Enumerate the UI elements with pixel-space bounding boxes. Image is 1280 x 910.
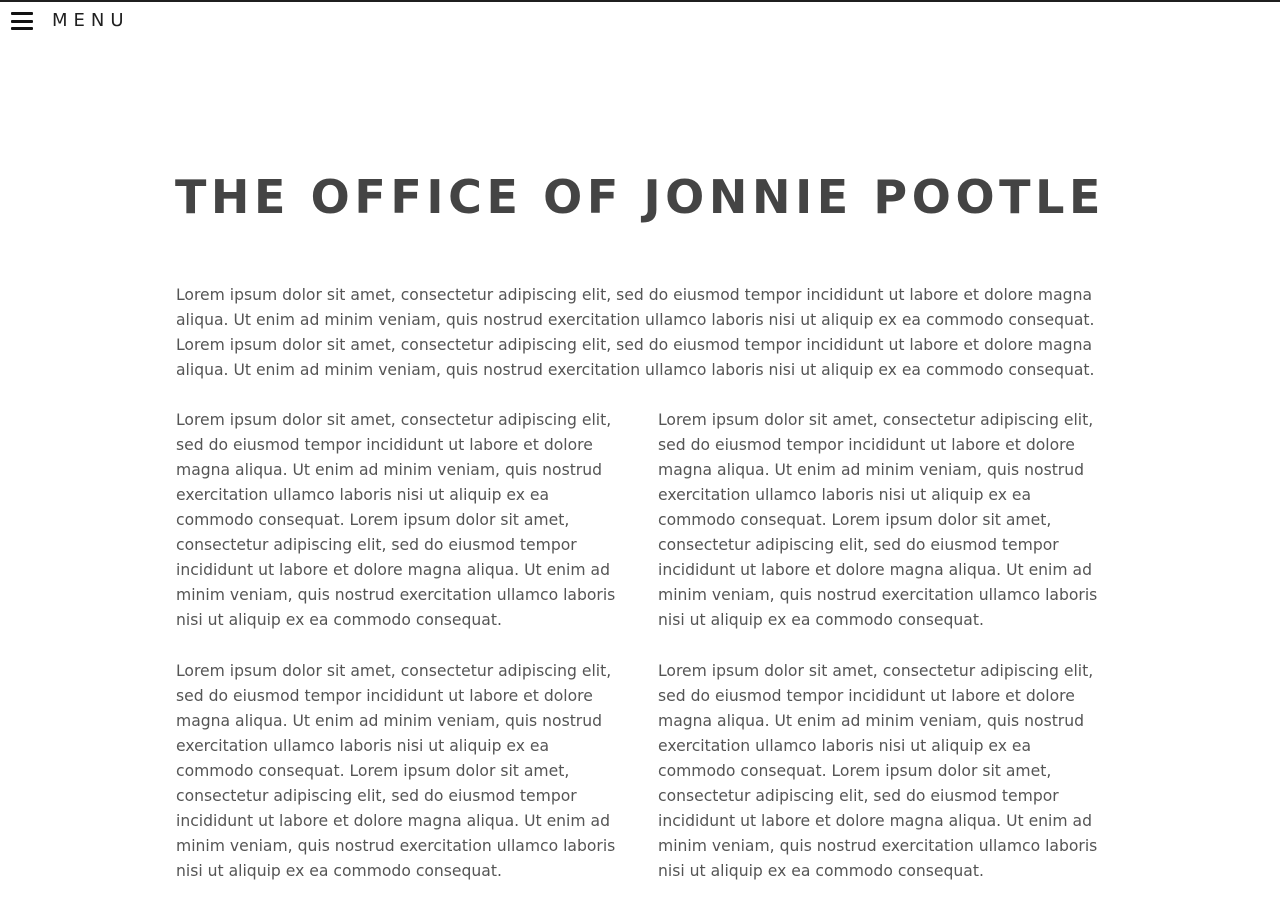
- page-title: THE OFFICE OF JONNIE POOTLE: [174, 170, 1106, 224]
- column-paragraph-1: Lorem ipsum dolor sit amet, consectetur adipiscing elit, sed do eiusmod tempor incididunt ut labore et dolore magna aliqua. Ut enim ad minim veniam, quis nostrud exercitation ullamco laboris nisi ut aliquip ex ea commodo consequat. Lorem ipsum dolor sit amet, consectetur adipiscing elit, sed do eiusmod tempor incididunt ut labore et dolore magna aliqua. Ut enim ad minim veniam, quis nostrud exercitation ullamco laboris nisi ut aliquip ex ea commodo consequat.: [176, 411, 616, 629]
- two-column-text: [176, 408, 1104, 884]
- menu-label[interactable]: MENU: [52, 10, 130, 31]
- column-paragraph-2: Lorem ipsum dolor sit amet, consectetur adipiscing elit, sed do eiusmod tempor incididunt ut labore et dolore magna aliqua. Ut enim ad minim veniam, quis nostrud exercitation ullamco laboris nisi ut aliquip ex ea commodo consequat. Lorem ipsum dolor sit amet, consectetur adipiscing elit, sed do eiusmod tempor incididunt ut labore et dolore magna aliqua. Ut enim ad minim veniam, quis nostrud exercitation ullamco laboris nisi ut aliquip ex ea commodo consequat.: [658, 411, 1098, 629]
- column-paragraph-3: Lorem ipsum dolor sit amet, consectetur adipiscing elit, sed do eiusmod tempor incididunt ut labore et dolore magna aliqua. Ut enim ad minim veniam, quis nostrud exercitation ullamco laboris nisi ut aliquip ex ea commodo consequat. Lorem ipsum dolor sit amet, consectetur adipiscing elit, sed do eiusmod tempor incididunt ut labore et dolore magna aliqua. Ut enim ad minim veniam, quis nostrud exercitation ullamco laboris nisi ut aliquip ex ea commodo consequat.: [176, 662, 616, 880]
- column-paragraph-4: Lorem ipsum dolor sit amet, consectetur adipiscing elit, sed do eiusmod tempor incididunt ut labore et dolore magna aliqua. Ut enim ad minim veniam, quis nostrud exercitation ullamco laboris nisi ut aliquip ex ea commodo consequat. Lorem ipsum dolor sit amet, consectetur adipiscing elit, sed do eiusmod tempor incididunt ut labore et dolore magna aliqua. Ut enim ad minim veniam, quis nostrud exercitation ullamco laboris nisi ut aliquip ex ea commodo consequat.: [658, 662, 1098, 880]
- hamburger-line: [11, 20, 33, 23]
- hamburger-line: [11, 12, 33, 15]
- hamburger-icon[interactable]: [11, 11, 33, 31]
- menu-button[interactable]: [11, 10, 130, 32]
- intro-paragraph: Lorem ipsum dolor sit amet, consectetur adipiscing elit, sed do eiusmod tempor incididunt ut labore et dolore magna aliqua. Ut enim ad minim veniam, quis nostrud exercitation ullamco laboris nisi ut aliquip ex ea commodo consequat. Lorem ipsum dolor sit amet, consectetur adipiscing elit, sed do eiusmod tempor incididunt ut labore et dolore magna aliqua. Ut enim ad minim veniam, quis nostrud exercitation ullamco laboris nisi ut aliquip ex ea commodo consequat.: [176, 286, 1095, 379]
- main-content: [176, 283, 1104, 884]
- top-border: [0, 0, 1280, 2]
- hamburger-line: [11, 27, 33, 30]
